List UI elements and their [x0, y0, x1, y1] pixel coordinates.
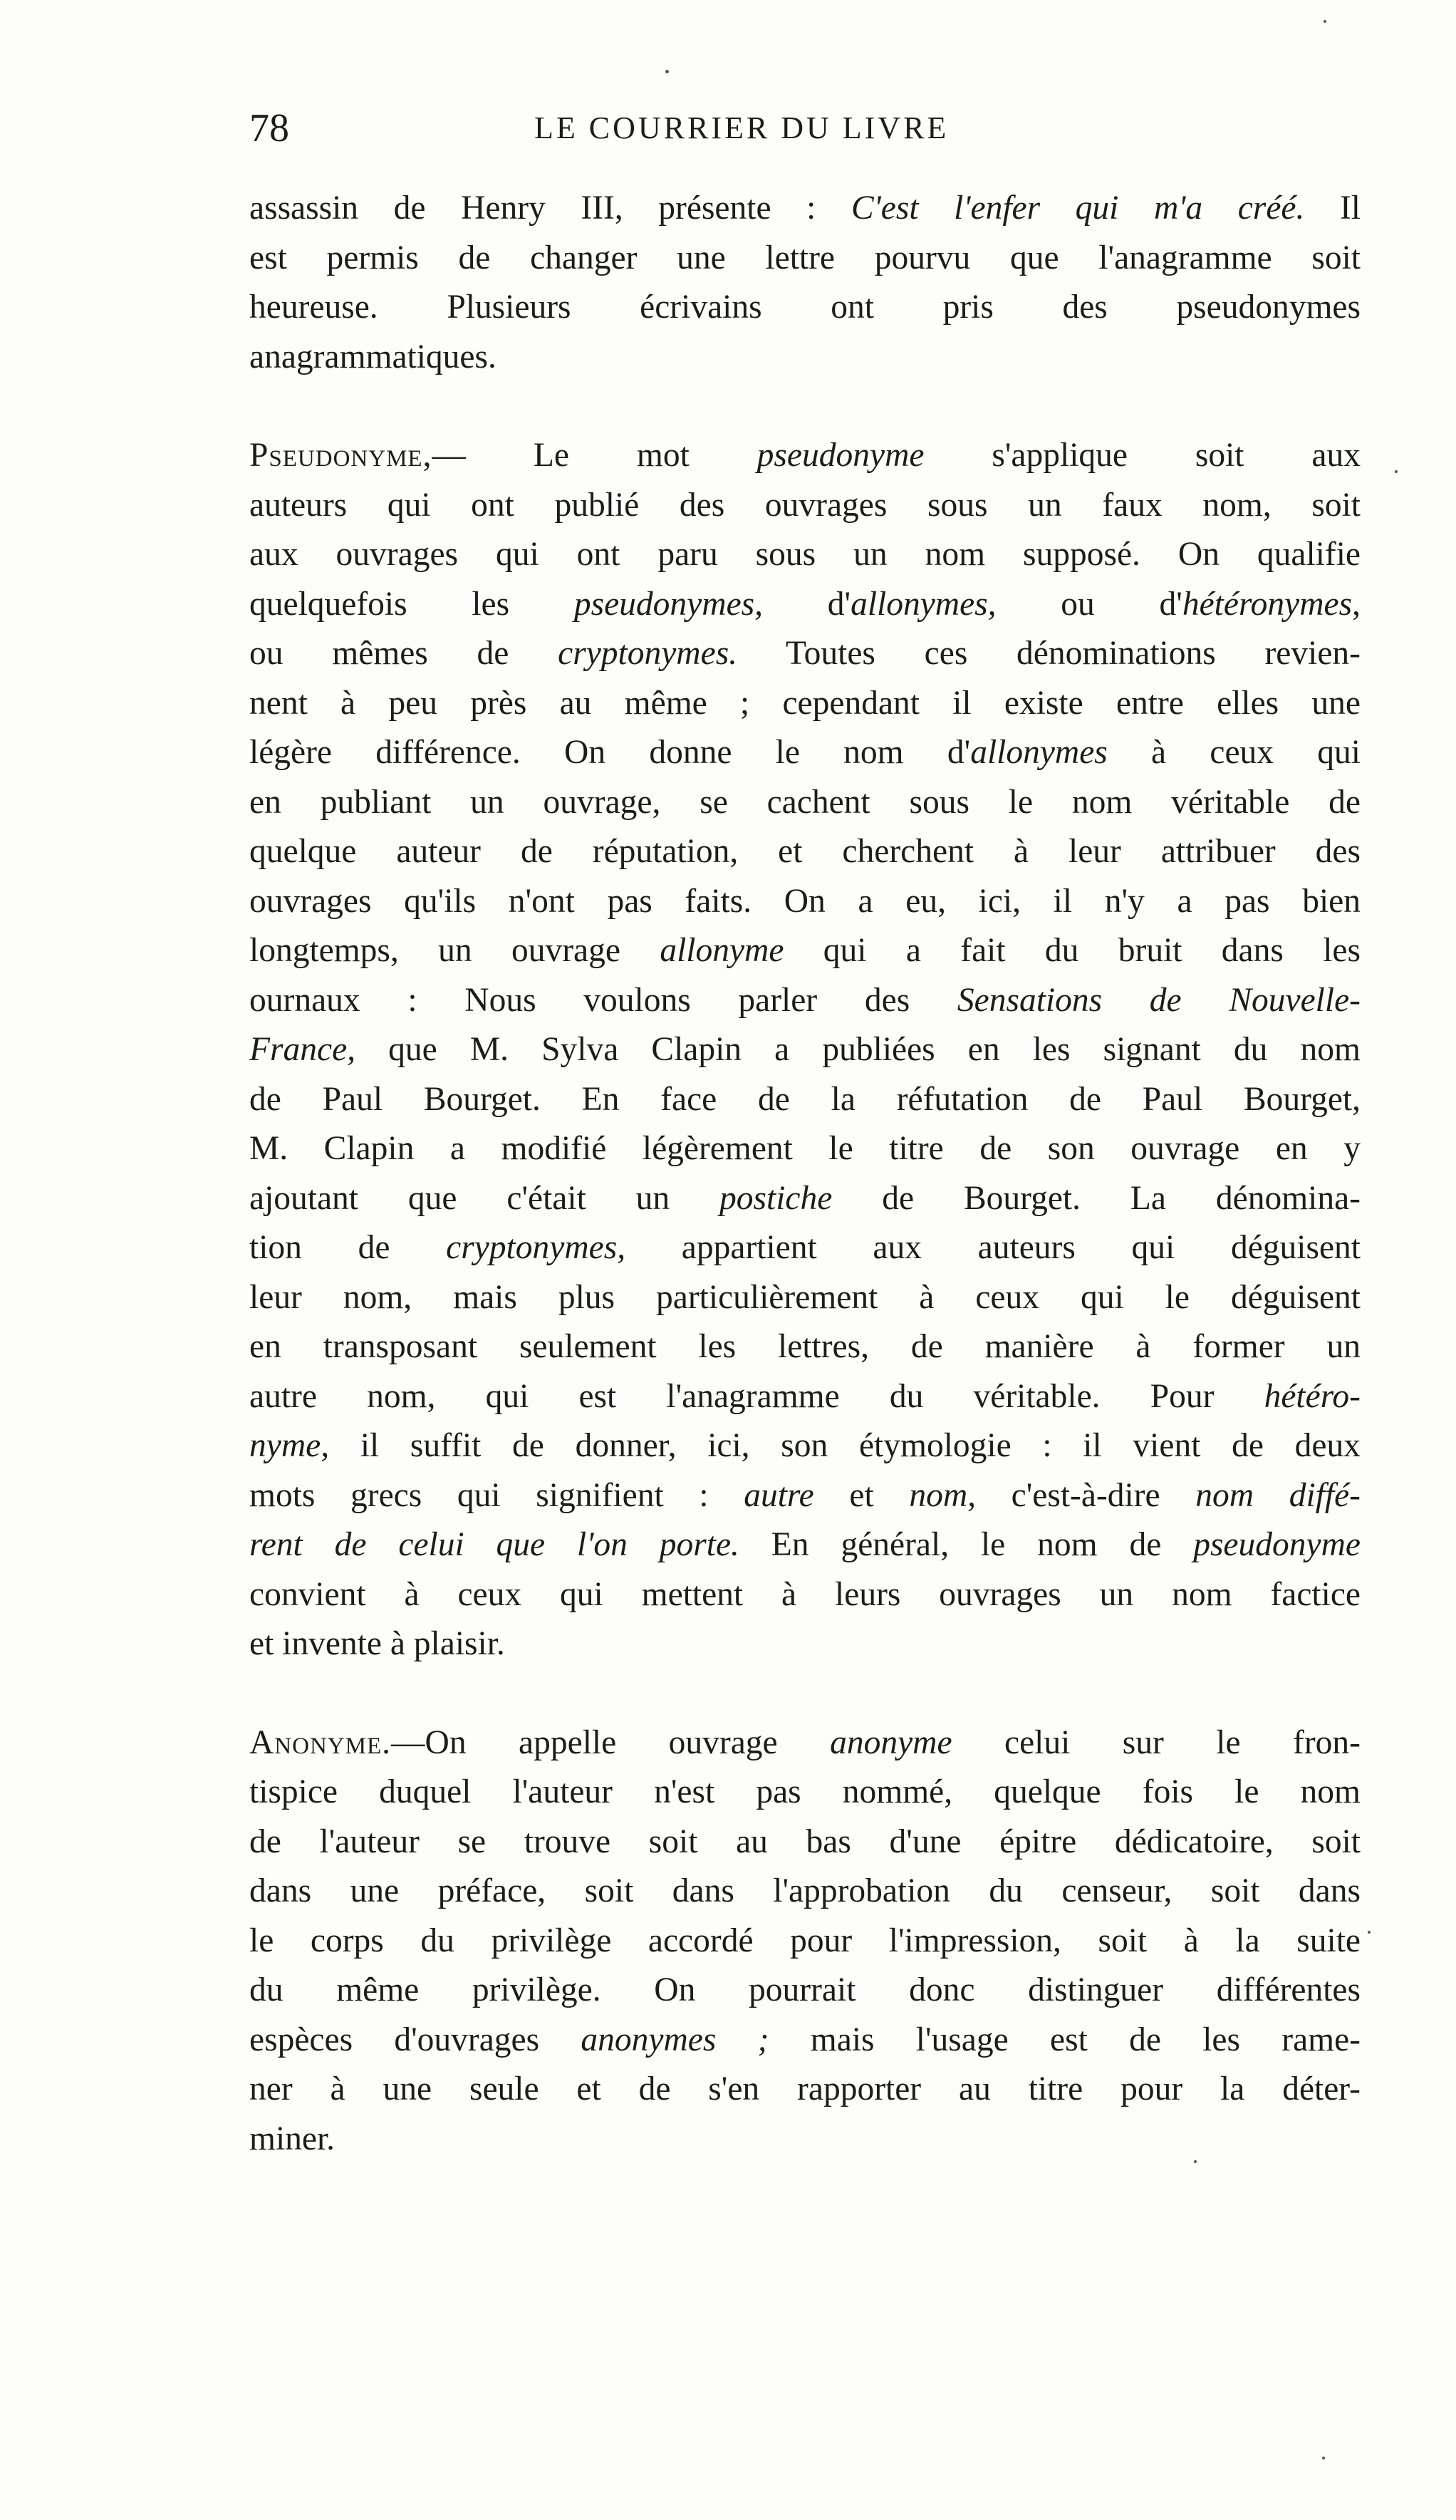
italic-run: pseudonyme: [1193, 1526, 1361, 1563]
italic-run: allonymes: [970, 734, 1108, 771]
text-run: dans une préface, soit dans l'approbation du censeur, soit dans: [249, 1872, 1361, 1909]
text-line: [249, 1471, 1361, 1521]
text-line: [249, 629, 1361, 679]
text-run: à ceux qui: [1107, 734, 1361, 771]
text-run: le corps du privilège accordé pour l'impression, soit à la suite: [249, 1922, 1361, 1959]
print-speck: [665, 70, 669, 73]
text-run: qui a fait du bruit dans les: [784, 932, 1361, 969]
text-line: [249, 431, 1361, 481]
body-text: [249, 184, 1361, 2164]
text-line: [249, 530, 1361, 580]
italic-run: France,: [249, 1031, 356, 1068]
text-run: tion de: [249, 1229, 447, 1266]
text-line: [249, 1223, 1361, 1273]
italic-run: C'est l'enfer qui m'a créé.: [851, 190, 1305, 227]
text-run: M. Clapin a modifié légèrement le titre de son ouvrage en y: [249, 1130, 1361, 1167]
text-run: En général, le nom de: [739, 1526, 1194, 1563]
text-run: espèces d'ouvrages: [249, 2021, 581, 2058]
text-run: Il: [1304, 190, 1361, 227]
text-line: [249, 926, 1361, 976]
text-run: ournaux : Nous voulons parler des: [249, 981, 957, 1019]
text-line: [249, 827, 1361, 877]
text-line: [249, 728, 1361, 778]
text-run: aux ouvrages qui ont paru sous un nom supposé. On qualifie: [249, 536, 1361, 573]
italic-run: nyme,: [249, 1427, 330, 1464]
text-run: longtemps, un ouvrage: [249, 932, 660, 969]
paragraph: [249, 184, 1361, 382]
italic-run: hétéronymes: [1182, 585, 1353, 623]
text-run: ouvrages qu'ils n'ont pas faits. On a eu, ici, il n'y a pas bien: [249, 882, 1361, 920]
text-run: ner à une seule et de s'en rapporter au titre pour la déter-: [249, 2070, 1361, 2107]
text-run: tispice duquel l'auteur n'est pas nommé, quelque fois le nom: [249, 1773, 1361, 1810]
print-speck: [1324, 20, 1326, 23]
text-line: [249, 1322, 1361, 1372]
text-run: du même privilège. On pourrait donc distinguer différentes: [249, 1971, 1361, 2008]
text-run: de Bourget. La dénomina-: [832, 1179, 1361, 1217]
text-run: assassin de Henry III, présente :: [249, 190, 851, 227]
text-run: ou d': [996, 585, 1182, 623]
italic-run: nom diffé-: [1195, 1476, 1361, 1514]
italic-run: postiche: [719, 1179, 833, 1217]
italic-run: autre: [744, 1476, 814, 1514]
text-line: [249, 481, 1361, 531]
text-line: [249, 1966, 1361, 2016]
text-run: est permis de changer une lettre pourvu que l'anagramme soit: [249, 239, 1361, 276]
italic-run: anonyme: [830, 1723, 952, 1761]
italic-run: rent de celui que l'on porte.: [249, 1526, 739, 1563]
text-line: [249, 1718, 1361, 1768]
text-run: de Paul Bourget. En face de la réfutation de Paul Bourget,: [249, 1080, 1361, 1118]
text-run: — Le mot: [432, 437, 757, 474]
text-line: [249, 1520, 1361, 1570]
page-header: [249, 100, 1361, 157]
italic-run: hétéro-: [1264, 1377, 1361, 1415]
text-run: leur nom, mais plus particulièrement à ceux qui le déguisent: [249, 1278, 1361, 1316]
text-line: [249, 778, 1361, 828]
text-run: miner.: [249, 2120, 336, 2157]
text-line: [249, 1124, 1361, 1174]
text-run: quelque auteur de réputation, et cherchent à leur attribuer des: [249, 833, 1361, 870]
text-run: légère différence. On donne le nom d': [249, 734, 971, 771]
text-run: —On appelle ouvrage: [391, 1723, 831, 1761]
text-run: en transposant seulement les lettres, de manière à former un: [249, 1328, 1361, 1365]
italic-run: allonymes,: [851, 585, 997, 623]
text-run: Toutes ces dénominations revien-: [737, 635, 1361, 672]
text-line: [249, 2065, 1361, 2115]
text-run: en publiant un ouvrage, se cachent sous le nom véritable de: [249, 783, 1361, 821]
print-speck: [1395, 470, 1398, 473]
small-caps-run: Pseudonyme,: [249, 437, 432, 474]
text-line: [249, 1421, 1361, 1471]
text-run: d': [763, 585, 851, 623]
text-run: il suffit de donner, ici, son étymologie : il vient de deux: [329, 1427, 1361, 1464]
text-line: [249, 1075, 1361, 1125]
text-run: ,: [1352, 585, 1361, 623]
text-line: [249, 976, 1361, 1026]
print-speck: [1322, 2457, 1325, 2459]
text-line: [249, 234, 1361, 284]
text-run: c'est-à-dire: [976, 1476, 1196, 1514]
italic-run: pseudonyme: [756, 437, 925, 474]
print-speck: [1194, 2160, 1197, 2163]
italic-run: Sensations de Nouvelle-: [957, 981, 1361, 1019]
text-run: nent à peu près au même ; cependant il existe entre elles une: [249, 684, 1361, 722]
small-caps-run: Anonyme.: [249, 1723, 392, 1761]
text-run: heureuse. Plusieurs écrivains ont pris des pseudonymes: [249, 289, 1361, 326]
text-line: [249, 1619, 1361, 1669]
italic-run: nom,: [909, 1476, 976, 1514]
text-line: [249, 1025, 1361, 1075]
text-line: [249, 1372, 1361, 1422]
text-run: celui sur le fron-: [952, 1723, 1361, 1761]
text-run: et invente à plaisir.: [249, 1625, 505, 1662]
text-line: [249, 2016, 1361, 2065]
text-line: [249, 283, 1361, 333]
italic-run: pseudonymes,: [573, 585, 764, 623]
italic-run: cryptonymes.: [558, 635, 738, 672]
text-line: [249, 333, 1361, 383]
text-run: anagrammatiques.: [249, 338, 496, 375]
text-run: ou mêmes de: [249, 635, 558, 672]
italic-run: anonymes ;: [581, 2021, 769, 2058]
text-run: mais l'usage est de les rame-: [769, 2021, 1361, 2058]
print-speck: [1368, 1931, 1371, 1934]
text-run: mots grecs qui signifient :: [249, 1476, 744, 1514]
text-line: [249, 1917, 1361, 1966]
text-run: s'applique soit aux: [924, 437, 1361, 474]
text-run: quelquefois les: [249, 585, 574, 623]
italic-run: cryptonymes,: [446, 1229, 626, 1266]
paragraph: [249, 1718, 1361, 2164]
text-run: convient à ceux qui mettent à leurs ouvrages un nom factice: [249, 1575, 1361, 1613]
text-line: [249, 580, 1361, 630]
text-line: [249, 184, 1361, 234]
text-line: [249, 1768, 1361, 1818]
paragraph: [249, 431, 1361, 1669]
italic-run: allonyme: [660, 932, 784, 969]
text-line: [249, 877, 1361, 927]
text-run: et: [813, 1476, 910, 1514]
text-line: [249, 679, 1361, 729]
text-line: [249, 1818, 1361, 1867]
text-run: ajoutant que c'était un: [249, 1179, 720, 1217]
text-run: que M. Sylva Clapin a publiées en les signant du nom: [355, 1031, 1361, 1068]
page-number: 78: [249, 106, 289, 150]
text-run: appartient aux auteurs qui déguisent: [625, 1229, 1361, 1266]
text-line: [249, 2115, 1361, 2164]
running-title: LE COURRIER DU LIVRE: [534, 110, 950, 145]
text-line: [249, 1570, 1361, 1620]
text-line: [249, 1273, 1361, 1323]
text-run: de l'auteur se trouve soit au bas d'une épitre dédicatoire, soit: [249, 1822, 1361, 1860]
text-line: [249, 1174, 1361, 1224]
text-run: auteurs qui ont publié des ouvrages sous un faux nom, soit: [249, 486, 1361, 524]
text-run: autre nom, qui est l'anagramme du véritable. Pour: [249, 1377, 1264, 1415]
text-line: [249, 1867, 1361, 1917]
